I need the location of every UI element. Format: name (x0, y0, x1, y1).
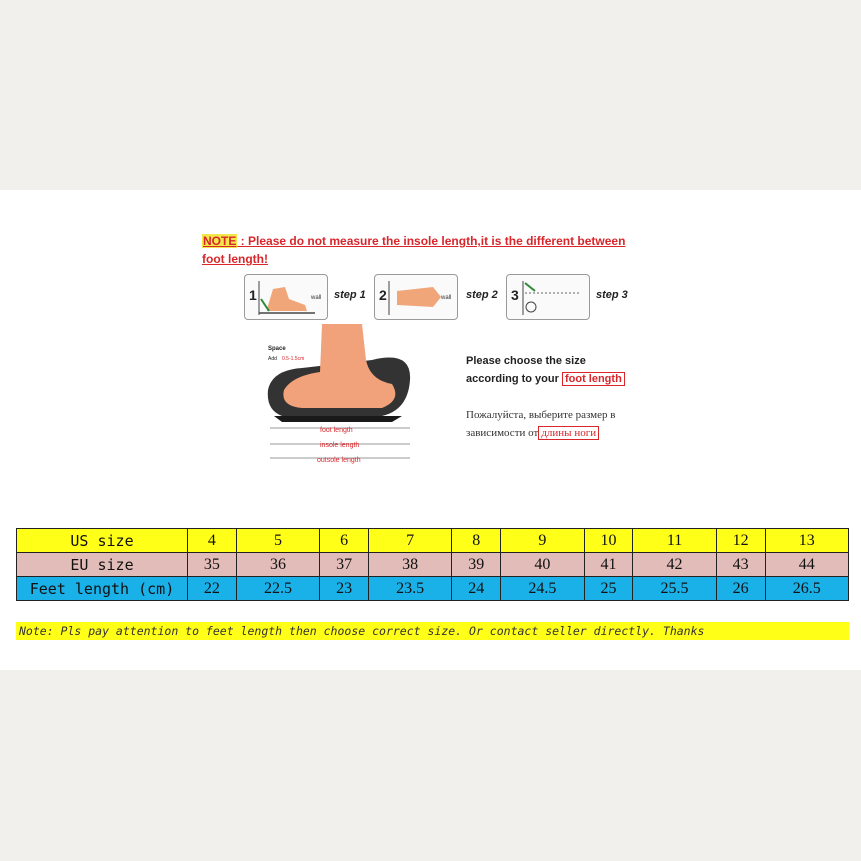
table-row-feet-length (17, 577, 849, 601)
step-1-number: 1 (249, 287, 257, 303)
measure-note (202, 232, 642, 268)
note-tag: NOTE (203, 234, 237, 248)
table-cell: 40 (501, 553, 584, 577)
table-cell: 24 (452, 577, 501, 601)
table-cell: 39 (452, 553, 501, 577)
foot-top-icon (375, 275, 457, 319)
table-cell: 23 (320, 577, 369, 601)
step-3-label: step 3 (596, 289, 628, 301)
table-cell: 38 (369, 553, 452, 577)
step-3-number: 3 (511, 287, 519, 303)
foot-measure-diagram (262, 320, 422, 470)
table-cell: 36 (236, 553, 319, 577)
table-cell: 11 (633, 529, 716, 553)
table-cell: 35 (188, 553, 237, 577)
table-cell: 5 (236, 529, 319, 553)
step-2-label: step 2 (466, 289, 498, 301)
step-2-wall-label: wall (441, 295, 452, 301)
step-1-label: step 1 (334, 289, 366, 301)
note-text: : Please do not measure the insole length,it is the different between foot length! (202, 234, 626, 266)
choose-ru-boxed: длины ноги (538, 426, 599, 440)
outsole-length-label: outsole length (317, 457, 361, 464)
table-cell: 9 (501, 529, 584, 553)
feet-length-label: Feet length (cm) (17, 577, 188, 601)
table-cell: 24.5 (501, 577, 584, 601)
choose-en-line1: Please choose the size (466, 355, 586, 367)
us-size-label: US size (17, 529, 188, 553)
choose-size-en (466, 352, 625, 388)
table-cell: 37 (320, 553, 369, 577)
choose-ru-line1: Пожалуйста, выберите размер в (466, 409, 616, 421)
insole-length-label: insole length (320, 442, 360, 449)
step-2-box (374, 274, 458, 320)
step-3-box (506, 274, 590, 320)
table-cell: 26 (716, 577, 765, 601)
choose-size-ru (466, 406, 615, 442)
space-value: 0.5-1.5cm (282, 356, 305, 362)
table-cell: 26.5 (765, 577, 848, 601)
step-2-number: 2 (379, 287, 387, 303)
table-cell: 12 (716, 529, 765, 553)
step-1-box (244, 274, 328, 320)
choose-en-boxed: foot length (562, 372, 625, 386)
foot-side-icon (245, 275, 327, 319)
table-cell: 7 (369, 529, 452, 553)
table-cell: 10 (584, 529, 633, 553)
table-cell: 22.5 (236, 577, 319, 601)
space-label: Space (268, 346, 286, 352)
table-cell: 25 (584, 577, 633, 601)
choose-en-line2: according to your (466, 373, 562, 385)
foot-length-label: foot length (320, 427, 353, 434)
table-row-eu-size (17, 553, 849, 577)
table-cell: 43 (716, 553, 765, 577)
ruler-icon (507, 275, 589, 319)
choose-ru-line2: зависимости от (466, 427, 539, 439)
table-row-us-size (17, 529, 849, 553)
eu-size-label: EU size (17, 553, 188, 577)
table-cell: 8 (452, 529, 501, 553)
table-cell: 41 (584, 553, 633, 577)
table-cell: 25.5 (633, 577, 716, 601)
table-cell: 44 (765, 553, 848, 577)
table-cell: 23.5 (369, 577, 452, 601)
table-cell: 4 (188, 529, 237, 553)
add-label: Add (268, 356, 277, 362)
table-cell: 42 (633, 553, 716, 577)
table-cell: 22 (188, 577, 237, 601)
size-chart-table (16, 528, 849, 601)
table-cell: 13 (765, 529, 848, 553)
step-1-wall-label: wall (311, 295, 322, 301)
seller-footnote: Note: Pls pay attention to feet length then choose correct size. Or contact seller directly. Thanks (16, 622, 849, 640)
table-cell: 6 (320, 529, 369, 553)
